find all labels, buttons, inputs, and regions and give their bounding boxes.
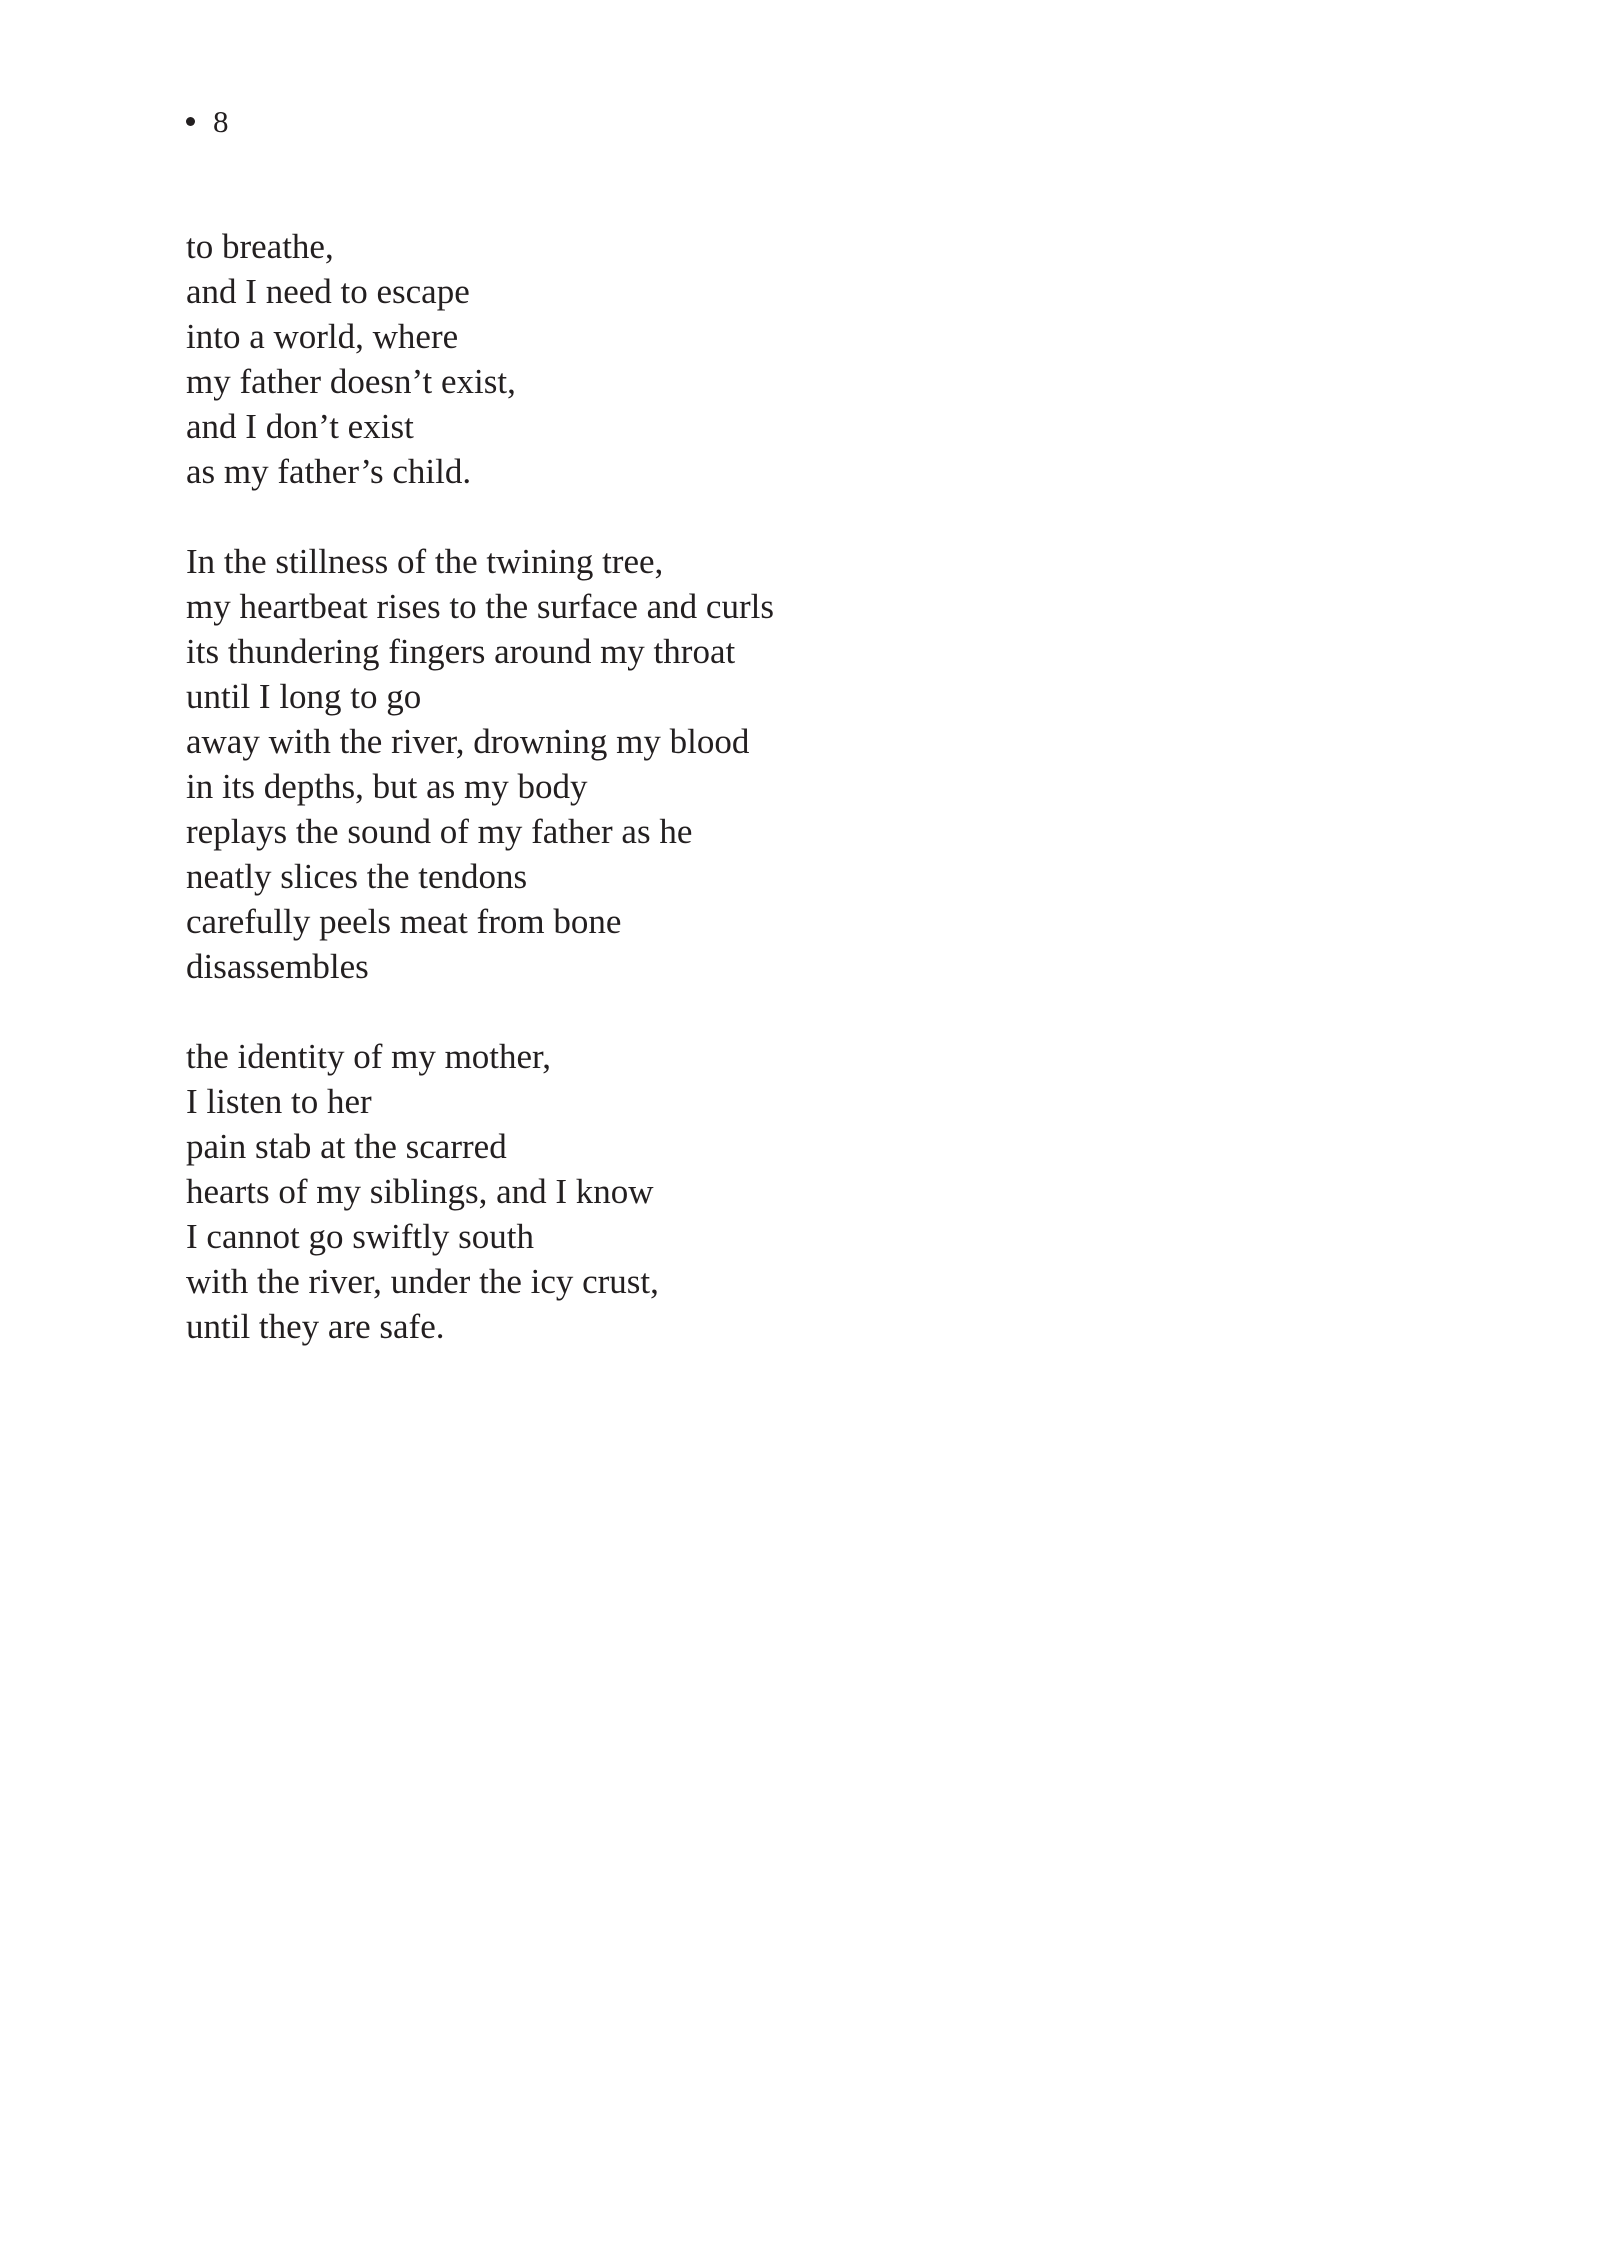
bullet-icon — [186, 117, 195, 126]
poem-line: I cannot go swiftly south — [186, 1217, 535, 1256]
poem-line: my father doesn’t exist, — [186, 362, 516, 401]
poem-line: my heartbeat rises to the surface and curls — [186, 587, 774, 626]
poem-line: and I don’t exist — [186, 407, 414, 446]
poem-line: until they are safe. — [186, 1307, 445, 1346]
poem-line: I listen to her — [186, 1082, 372, 1121]
poem-line: pain stab at the scarred — [186, 1127, 507, 1166]
poem-line: until I long to go — [186, 677, 422, 716]
poem-line: to breathe, — [186, 227, 334, 266]
poem-line: and I need to escape — [186, 272, 470, 311]
stanza — [186, 1034, 1386, 1349]
page-folio — [186, 102, 229, 142]
poem-line: in its depths, but as my body — [186, 767, 588, 806]
poem-line: hearts of my siblings, and I know — [186, 1172, 654, 1211]
poem-line: In the stillness of the twining tree, — [186, 542, 664, 581]
poem-line: with the river, under the icy crust, — [186, 1262, 659, 1301]
poem-line: as my father’s child. — [186, 452, 472, 491]
stanza — [186, 539, 1386, 989]
poem-line: its thundering fingers around my throat — [186, 632, 736, 671]
poem-line: neatly slices the tendons — [186, 857, 528, 896]
poem-line: the identity of my mother, — [186, 1037, 552, 1076]
poem-line: disassembles — [186, 947, 369, 986]
poem-line: away with the river, drowning my blood — [186, 722, 750, 761]
poem-line: replays the sound of my father as he — [186, 812, 693, 851]
poem-line: into a world, where — [186, 317, 459, 356]
stanza — [186, 224, 1386, 494]
page-number: 8 — [213, 104, 229, 139]
poem-line: carefully peels meat from bone — [186, 902, 622, 941]
poem-body — [186, 224, 1386, 1394]
